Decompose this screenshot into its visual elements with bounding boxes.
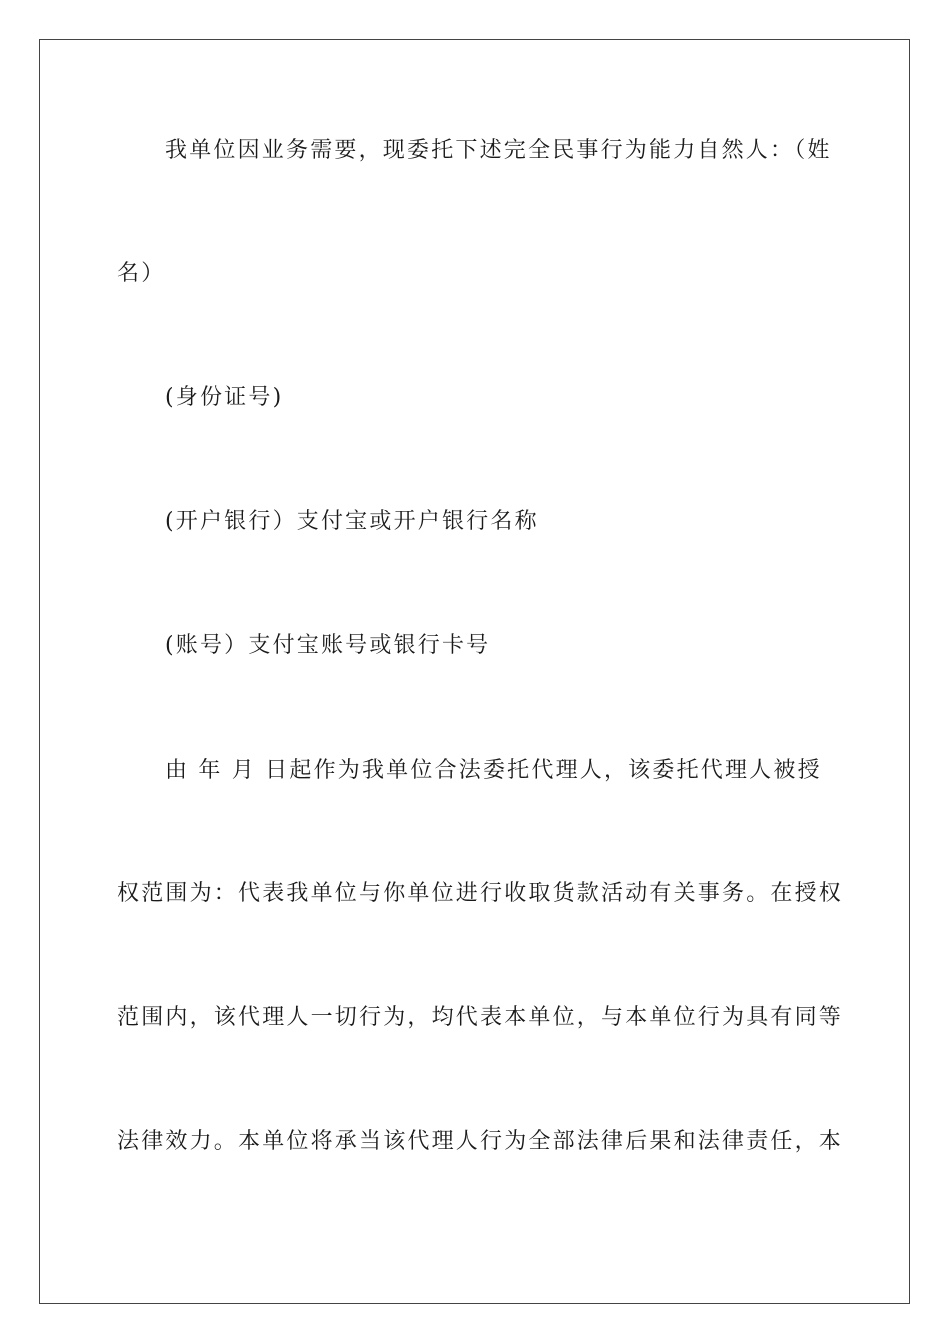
- bank-line: (开户银行）支付宝或开户银行名称: [165, 509, 539, 534]
- paragraph-line-1: 我单位因业务需要，现委托下述完全民事行为能力自然人：（姓: [165, 138, 832, 163]
- paragraph-line-6: 由 年 月 日起作为我单位合法委托代理人，该委托代理人被授: [165, 758, 822, 783]
- paragraph-line-7: 权范围为：代表我单位与你单位进行收取货款活动有关事务。在授权: [117, 881, 844, 906]
- page-border: [39, 39, 910, 1304]
- paragraph-line-9: 法律效力。本单位将承当该代理人行为全部法律后果和法律责任，本: [117, 1129, 844, 1154]
- id-number-line: (身份证号): [165, 385, 284, 410]
- account-line: (账号）支付宝账号或银行卡号: [165, 633, 491, 658]
- paragraph-line-2: 名）: [117, 261, 166, 286]
- paragraph-line-8: 范围内，该代理人一切行为，均代表本单位，与本单位行为具有同等: [117, 1005, 844, 1030]
